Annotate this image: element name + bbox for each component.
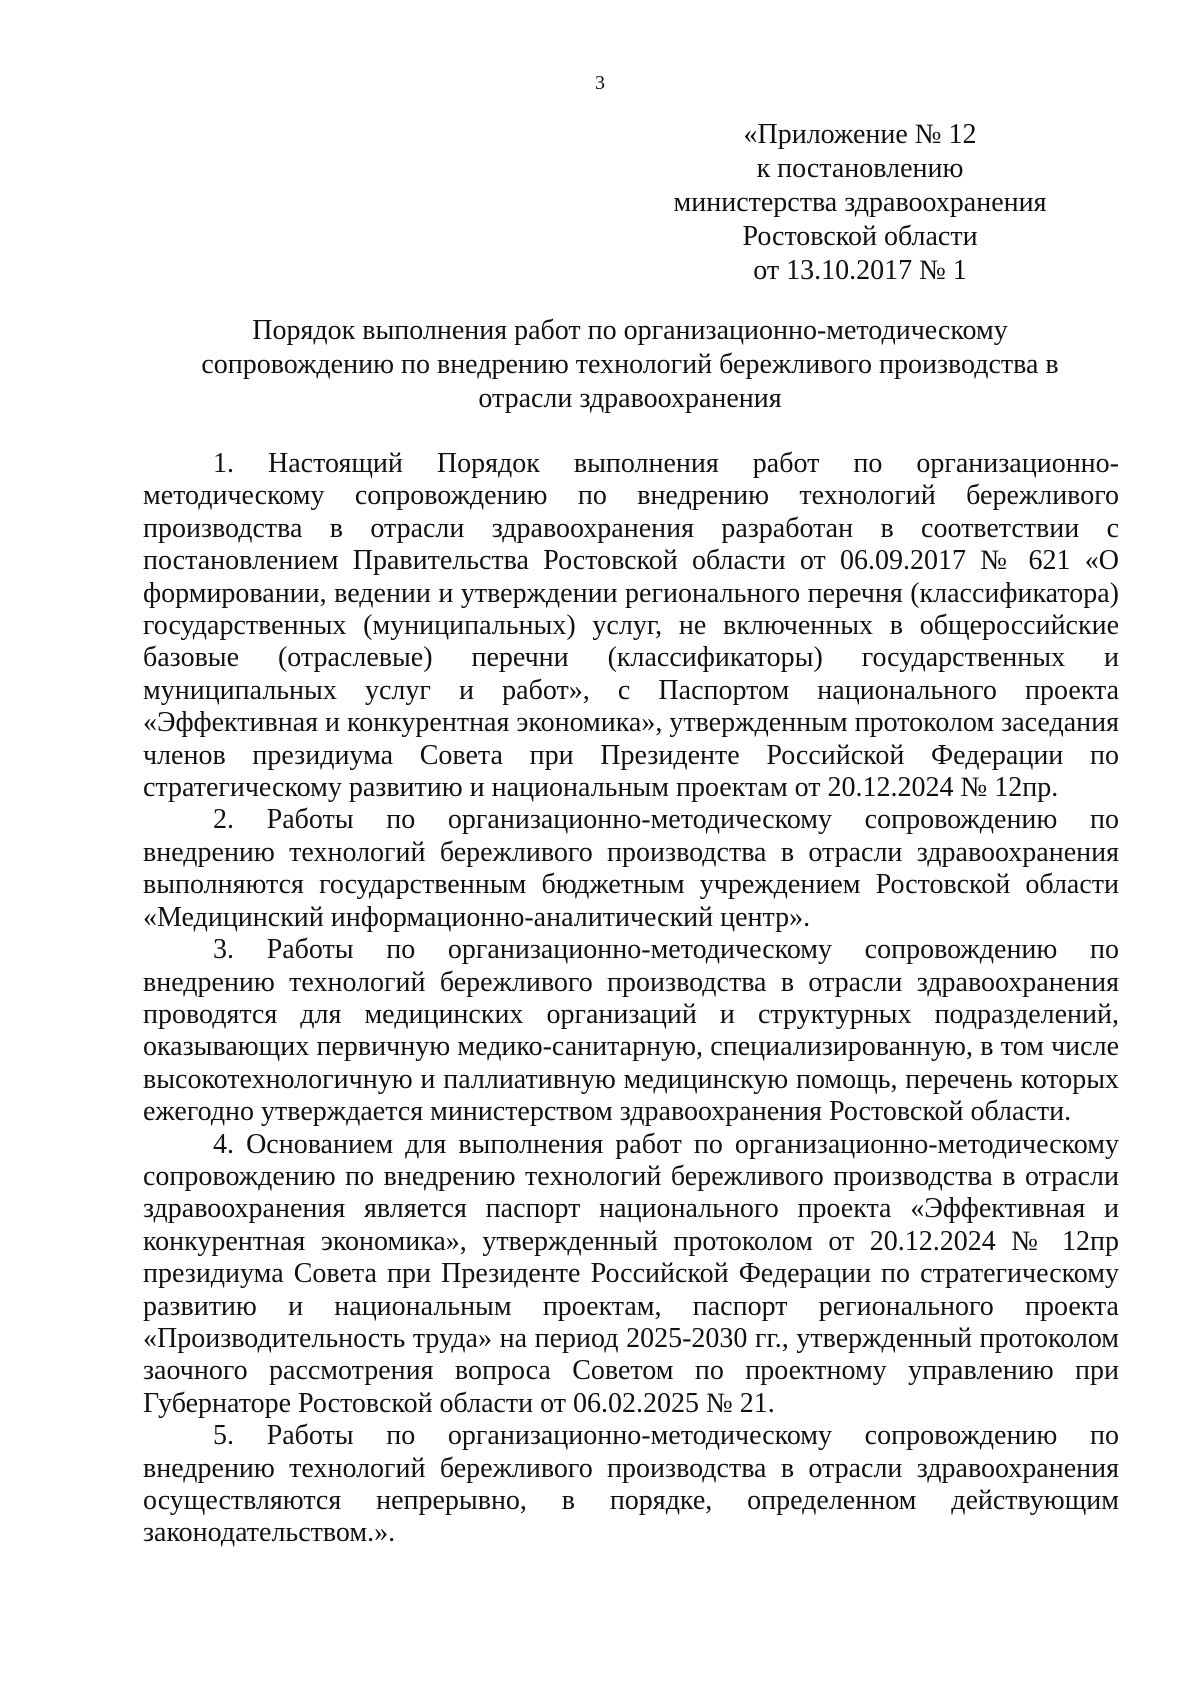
appendix-line: министерства здравоохранения	[673, 187, 1047, 218]
paragraph-2: 2. Работы по организационно-методическому сопровождению по внедрению технологий бережливого производства в отрасли здравоохранения выполняются государственным бюджетным учреждением Ростовской области «Медицинский информационно-аналитический центр».	[143, 804, 1119, 933]
appendix-line: Ростовской области	[742, 221, 978, 252]
appendix-line: к постановлению	[756, 153, 964, 184]
document-title	[140, 314, 1120, 416]
title-line: Порядок выполнения работ по организационно-методическому	[252, 315, 1008, 346]
appendix-line: «Приложение № 12	[743, 119, 977, 150]
title-line: отрасли здравоохранения	[478, 383, 782, 414]
document-body	[143, 448, 1119, 1550]
page-number: 3	[595, 72, 605, 94]
paragraph-1: 1. Настоящий Порядок выполнения работ по организационно-методическому сопровождению по внедрению технологий бережливого производства в отрасли здравоохранения разработан в соответствии с постановлением Правительства Ростовской области от 06.09.2017 № 621 «О формировании, ведении и утверждении регионального перечня (классификатора) государственных (муниципальных) услуг, не включенных в общероссийские базовые (отраслевые) перечни (классификаторы) государственных и муниципальных услуг и работ», с Паспортом национального проекта «Эффективная и конкурентная экономика», утвержденным протоколом заседания членов президиума Совета при Президенте Российской Федерации по стратегическому развитию и национальным проектам от 20.12.2024 № 12пр.	[143, 448, 1119, 804]
title-line: сопровождению по внедрению технологий бережливого производства в	[201, 349, 1059, 380]
paragraph-4: 4. Основанием для выполнения работ по организационно-методическому сопровождению по внедрению технологий бережливого производства в отрасли здравоохранения является паспорт национального проекта «Эффективная и конкурентная экономика», утвержденный протоколом от 20.12.2024 № 12пр президиума Совета при Президенте Российской Федерации по стратегическому развитию и национальным проектам, паспорт регионального проекта «Производительность труда» на период 2025-2030 гг., утвержденный протоколом заочного рассмотрения вопроса Советом по проектному управлению при Губернаторе Ростовской области от 06.02.2025 № 21.	[143, 1128, 1119, 1419]
appendix-header	[640, 118, 1080, 288]
paragraph-5: 5. Работы по организационно-методическому сопровождению по внедрению технологий бережливого производства в отрасли здравоохранения осуществляются непрерывно, в порядке, определенном действующим законодательством.».	[143, 1420, 1119, 1549]
paragraph-3: 3. Работы по организационно-методическому сопровождению по внедрению технологий бережливого производства в отрасли здравоохранения проводятся для медицинских организаций и структурных подразделений, оказывающих первичную медико-санитарную, специализированную, в том числе высокотехнологичную и паллиативную медицинскую помощь, перечень которых ежегодно утверждается министерством здравоохранения Ростовской области.	[143, 934, 1119, 1128]
appendix-line: от 13.10.2017 № 1	[753, 255, 967, 286]
